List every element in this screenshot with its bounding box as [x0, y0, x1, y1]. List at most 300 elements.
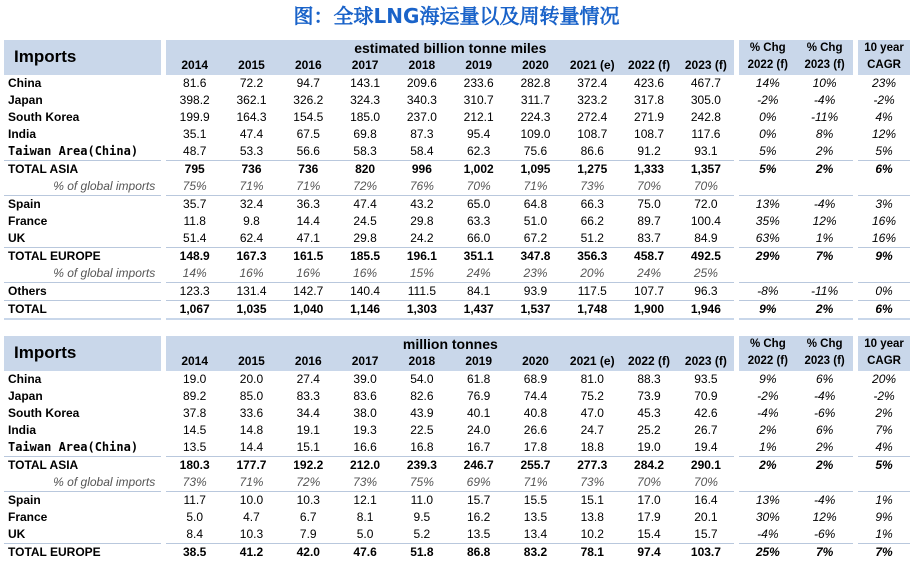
value-cell: 38.0 [353, 406, 377, 420]
value-cell: 83.3 [296, 389, 320, 403]
value-cell: 185.5 [337, 248, 394, 266]
value-cell: 242.8 [690, 110, 721, 124]
value-cell: 19.4 [694, 440, 718, 454]
value-cell: 24.2 [410, 231, 434, 245]
chg-2022-cell [739, 474, 796, 492]
value-cell: 143.1 [337, 74, 394, 92]
value-cell: 24.5 [353, 214, 377, 228]
value-cell: 185.0 [350, 110, 381, 124]
value-cell: 15.1 [296, 440, 320, 454]
header-row [4, 336, 910, 353]
value-cell: 10.3 [280, 492, 337, 510]
value-cell: 11.0 [393, 492, 450, 510]
table-row [4, 439, 910, 457]
value-cell: 51.4 [183, 231, 207, 245]
value-cell: 42.6 [694, 406, 718, 420]
year-header: 2023 (f) [677, 57, 734, 74]
pct-chg-header: % Chg [739, 40, 796, 57]
row-label: % of global imports [53, 179, 156, 193]
value-cell: 43.2 [393, 196, 450, 214]
value-cell: 140.4 [337, 283, 394, 301]
value-cell: 1,040 [280, 301, 337, 320]
value-cell: 23% [523, 266, 548, 280]
chg-2023-cell: 2% [796, 457, 853, 475]
chg-2022-cell: 63% [755, 231, 780, 245]
value-cell: 372.4 [564, 74, 621, 92]
row-label: France [8, 510, 48, 524]
value-cell: 398.2 [179, 93, 210, 107]
value-cell: 51.0 [523, 214, 548, 228]
value-cell: 310.7 [463, 93, 494, 107]
chg-2022-cell: 0% [759, 110, 777, 124]
value-cell: 62.4 [239, 231, 264, 245]
value-cell: 42.0 [280, 544, 337, 562]
cagr-cell: 5% [858, 457, 910, 475]
chg-2022-cell: 5% [739, 161, 796, 179]
unit-header: million tonnes [166, 336, 734, 353]
chg-2023-cell: 2% [815, 440, 834, 454]
value-cell: 15% [409, 266, 434, 280]
value-cell: 26.7 [694, 423, 718, 437]
cagr-cell: 9% [858, 248, 910, 266]
chg-2023-cell [796, 474, 853, 492]
value-cell: 255.7 [507, 457, 564, 475]
table-row [4, 457, 910, 475]
value-cell: 123.3 [166, 283, 223, 301]
value-cell: 26.6 [523, 423, 548, 437]
chg-2023-cell: -6% [813, 406, 836, 420]
value-cell: 69.8 [353, 127, 377, 141]
cagr-cell: 16% [872, 214, 897, 228]
chg-2022-cell: 14% [739, 74, 796, 92]
chg-2023-cell: 6% [796, 370, 853, 388]
value-cell: 91.2 [637, 144, 661, 158]
table-row [4, 161, 910, 179]
value-cell: 48.7 [183, 144, 207, 158]
value-cell: 96.3 [677, 283, 734, 301]
value-cell: 180.3 [166, 457, 223, 475]
cagr-header: CAGR [858, 353, 910, 370]
chg-2022-cell: 13% [739, 492, 796, 510]
cagr-cell: -2% [873, 389, 895, 403]
value-cell: 9.8 [243, 214, 260, 228]
chg-2022-cell [739, 178, 796, 196]
value-cell: 73% [580, 475, 605, 489]
value-cell: 45.3 [637, 406, 661, 420]
table-row [4, 388, 910, 405]
cagr-cell: 4% [875, 110, 893, 124]
value-cell: 311.7 [520, 93, 551, 107]
value-cell: 24.0 [466, 423, 491, 437]
cagr-header: 10 year [858, 40, 910, 57]
value-cell: 212.0 [337, 457, 394, 475]
chg-2023-cell: -11% [796, 283, 853, 301]
row-label: Others [4, 283, 161, 301]
year-header: 2016 [280, 353, 337, 370]
chg-2022-header: 2022 (f) [739, 353, 796, 370]
value-cell: 58.4 [410, 144, 434, 158]
unit-header: estimated billion tonne miles [166, 40, 734, 57]
cagr-cell: 6% [858, 301, 910, 320]
chg-2023-cell [796, 265, 853, 283]
chg-2022-cell: 5% [759, 144, 777, 158]
value-cell: 29.8 [410, 214, 434, 228]
value-cell: 72.2 [223, 74, 280, 92]
cagr-cell: -2% [873, 93, 895, 107]
pct-chg-header: % Chg [796, 336, 853, 353]
value-cell: 58.3 [353, 144, 377, 158]
value-cell: 13.5 [523, 510, 548, 524]
value-cell: 66.3 [564, 196, 621, 214]
chg-2022-cell: 29% [739, 248, 796, 266]
value-cell: 423.6 [621, 74, 678, 92]
value-cell: 67.5 [296, 127, 320, 141]
value-cell: 820 [337, 161, 394, 179]
value-cell: 199.9 [179, 110, 210, 124]
year-header: 2023 (f) [677, 353, 734, 370]
year-header: 2020 [507, 57, 564, 74]
value-cell: 81.6 [166, 74, 223, 92]
table-row [4, 143, 910, 161]
value-cell: 71% [523, 179, 548, 193]
value-cell: 87.3 [410, 127, 434, 141]
value-cell: 154.5 [293, 110, 324, 124]
value-cell: 109.0 [520, 127, 551, 141]
chg-2022-cell [739, 265, 796, 283]
chg-2022-cell: 2% [759, 423, 777, 437]
value-cell: 1,748 [564, 301, 621, 320]
cagr-cell [858, 178, 910, 196]
row-label: South Korea [8, 406, 80, 420]
value-cell: 356.3 [564, 248, 621, 266]
row-label: TOTAL EUROPE [4, 544, 161, 562]
row-label: South Korea [8, 110, 80, 124]
value-cell: 47.4 [239, 127, 264, 141]
table-row [4, 422, 910, 439]
value-cell: 10.2 [580, 527, 604, 541]
table-row [4, 492, 910, 510]
value-cell: 6.7 [299, 510, 317, 524]
value-cell: 13.5 [466, 527, 491, 541]
value-cell: 19.0 [166, 370, 223, 388]
value-cell: 86.6 [580, 144, 604, 158]
row-label: India [8, 127, 37, 141]
value-cell: 94.7 [280, 74, 337, 92]
value-cell: 72.0 [677, 196, 734, 214]
value-cell: 148.9 [166, 248, 223, 266]
value-cell: 10.0 [223, 492, 280, 510]
chg-2023-cell: -4% [813, 389, 836, 403]
value-cell: 17.0 [621, 492, 678, 510]
value-cell: 75.2 [580, 389, 604, 403]
cagr-cell: 7% [875, 423, 893, 437]
value-cell: 36.3 [280, 196, 337, 214]
value-cell: 324.3 [350, 93, 381, 107]
header-row [4, 40, 910, 57]
row-label: % of global imports [53, 266, 156, 280]
chg-2022-cell: -2% [757, 389, 779, 403]
value-cell: 75% [182, 179, 207, 193]
value-cell: 16.4 [677, 492, 734, 510]
chg-2023-cell: 2% [796, 301, 853, 320]
value-cell: 14.4 [239, 440, 264, 454]
cagr-cell: 3% [858, 196, 910, 214]
value-cell: 64.8 [507, 196, 564, 214]
value-cell: 84.9 [694, 231, 718, 245]
table-row [4, 178, 910, 196]
cagr-cell: 2% [875, 406, 893, 420]
value-cell: 305.0 [690, 93, 721, 107]
value-cell: 16.6 [353, 440, 377, 454]
table-row [4, 283, 910, 301]
year-header: 2018 [393, 353, 450, 370]
chg-2023-cell: -6% [813, 527, 836, 541]
year-header: 2017 [337, 353, 394, 370]
value-cell: 131.4 [223, 283, 280, 301]
value-cell: 76.9 [466, 389, 491, 403]
chg-2023-cell: 8% [815, 127, 834, 141]
value-cell: 20% [580, 266, 605, 280]
table-row [4, 213, 910, 230]
value-cell: 63.3 [467, 214, 491, 228]
cagr-cell [858, 474, 910, 492]
value-cell: 351.1 [450, 248, 507, 266]
cagr-cell: 1% [875, 527, 893, 541]
value-cell: 117.6 [691, 127, 721, 141]
value-cell: 22.5 [410, 423, 434, 437]
value-cell: 117.5 [564, 283, 621, 301]
value-cell: 284.2 [621, 457, 678, 475]
year-header: 2019 [450, 353, 507, 370]
year-header: 2019 [450, 57, 507, 74]
chg-2022-cell: 1% [759, 440, 777, 454]
value-cell: 11.8 [183, 214, 206, 228]
chg-2022-cell: 13% [739, 196, 796, 214]
row-label: Taiwan Area(China) [8, 440, 139, 454]
value-cell: 43.9 [410, 406, 434, 420]
value-cell: 16% [296, 266, 321, 280]
table-row [4, 544, 910, 562]
value-cell: 89.2 [183, 389, 207, 403]
row-label: TOTAL ASIA [4, 161, 161, 179]
value-cell: 67.2 [523, 231, 548, 245]
year-header: 2017 [337, 57, 394, 74]
value-cell: 4.7 [243, 510, 260, 524]
value-cell: 233.6 [450, 74, 507, 92]
value-cell: 1,303 [393, 301, 450, 320]
value-cell: 83.7 [637, 231, 661, 245]
table-row [4, 74, 910, 92]
value-cell: 14% [182, 266, 207, 280]
million-tonnes-table [4, 336, 910, 561]
value-cell: 53.3 [239, 144, 264, 158]
chg-2023-cell [796, 178, 853, 196]
year-header: 2021 (e) [564, 353, 621, 370]
value-cell: 13.5 [183, 440, 207, 454]
value-cell: 33.6 [239, 406, 264, 420]
value-cell: 277.3 [564, 457, 621, 475]
value-cell: 7.9 [299, 527, 317, 541]
year-header: 2015 [223, 353, 280, 370]
value-cell: 66.2 [580, 214, 604, 228]
value-cell: 24.7 [580, 423, 604, 437]
chg-2022-cell: -4% [757, 527, 779, 541]
value-cell: 70% [637, 179, 662, 193]
value-cell: 24% [637, 266, 662, 280]
value-cell: 65.0 [450, 196, 507, 214]
table-row [4, 92, 910, 109]
cagr-cell: 0% [858, 283, 910, 301]
value-cell: 20.0 [223, 370, 280, 388]
value-cell: 81.0 [564, 370, 621, 388]
value-cell: 196.1 [393, 248, 450, 266]
value-cell: 317.8 [634, 93, 665, 107]
value-cell: 25.2 [637, 423, 661, 437]
value-cell: 40.1 [466, 406, 491, 420]
value-cell: 70% [637, 475, 662, 489]
value-cell: 224.3 [520, 110, 551, 124]
imports-header: Imports [4, 336, 161, 370]
value-cell: 8.4 [186, 527, 204, 541]
row-label: India [8, 423, 37, 437]
value-cell: 62.3 [467, 144, 491, 158]
value-cell: 73% [580, 179, 605, 193]
cagr-header: CAGR [858, 57, 910, 74]
value-cell: 212.1 [463, 110, 494, 124]
row-label: China [4, 74, 161, 92]
imports-header: Imports [4, 40, 161, 74]
value-cell: 41.2 [223, 544, 280, 562]
value-cell: 107.7 [621, 283, 678, 301]
value-cell: 323.2 [577, 93, 608, 107]
value-cell: 458.7 [621, 248, 678, 266]
cagr-cell: 12% [872, 127, 897, 141]
row-label: France [8, 214, 48, 228]
value-cell: 15.4 [637, 527, 661, 541]
value-cell: 108.7 [577, 127, 608, 141]
value-cell: 24% [466, 266, 491, 280]
chg-2023-cell: 2% [796, 161, 853, 179]
value-cell: 164.3 [236, 110, 267, 124]
value-cell: 11.7 [166, 492, 223, 510]
value-cell: 14.8 [239, 423, 264, 437]
value-cell: 736 [223, 161, 280, 179]
value-cell: 85.0 [239, 389, 264, 403]
table-row [4, 109, 910, 126]
value-cell: 75.6 [523, 144, 548, 158]
year-header: 2018 [393, 57, 450, 74]
value-cell: 12.1 [337, 492, 394, 510]
value-cell: 1,537 [507, 301, 564, 320]
value-cell: 73.9 [637, 389, 661, 403]
value-cell: 72% [296, 475, 321, 489]
value-cell: 25% [693, 266, 718, 280]
chg-2023-cell: 7% [796, 544, 853, 562]
table-row [4, 301, 910, 320]
value-cell: 8.1 [356, 510, 374, 524]
value-cell: 54.0 [393, 370, 450, 388]
value-cell: 84.1 [450, 283, 507, 301]
chg-2023-cell: 2% [815, 144, 834, 158]
value-cell: 14.5 [183, 423, 207, 437]
cagr-cell: 5% [875, 144, 893, 158]
value-cell: 18.8 [580, 440, 604, 454]
value-cell: 75% [409, 475, 434, 489]
value-cell: 347.8 [507, 248, 564, 266]
cagr-cell: 16% [872, 231, 897, 245]
row-label: Japan [8, 93, 43, 107]
chg-2022-cell: -2% [757, 93, 779, 107]
value-cell: 239.3 [393, 457, 450, 475]
value-cell: 5.0 [186, 510, 204, 524]
value-cell: 13.8 [580, 510, 604, 524]
row-label: Taiwan Area(China) [8, 144, 139, 158]
value-cell: 16% [239, 266, 264, 280]
value-cell: 47.6 [337, 544, 394, 562]
year-header: 2014 [166, 57, 223, 74]
cagr-header: 10 year [858, 336, 910, 353]
tonne-miles-table [4, 40, 910, 320]
table-row [4, 126, 910, 143]
value-cell: 71% [239, 475, 264, 489]
chg-2023-cell: 10% [796, 74, 853, 92]
value-cell: 39.0 [337, 370, 394, 388]
value-cell: 492.5 [677, 248, 734, 266]
chg-2022-cell: -8% [739, 283, 796, 301]
value-cell: 17.9 [637, 510, 661, 524]
value-cell: 795 [166, 161, 223, 179]
value-cell: 71% [523, 475, 548, 489]
chg-2023-cell: -11% [811, 110, 839, 124]
value-cell: 340.3 [406, 93, 437, 107]
value-cell: 19.0 [637, 440, 661, 454]
value-cell: 73% [353, 475, 378, 489]
value-cell: 73% [182, 475, 207, 489]
year-header: 2014 [166, 353, 223, 370]
value-cell: 1,275 [564, 161, 621, 179]
chg-2022-cell: 9% [739, 370, 796, 388]
value-cell: 142.7 [280, 283, 337, 301]
value-cell: 290.1 [677, 457, 734, 475]
value-cell: 69% [466, 475, 491, 489]
value-cell: 467.7 [677, 74, 734, 92]
value-cell: 192.2 [280, 457, 337, 475]
value-cell: 40.8 [523, 406, 548, 420]
value-cell: 32.4 [223, 196, 280, 214]
value-cell: 209.6 [393, 74, 450, 92]
pct-chg-header: % Chg [796, 40, 853, 57]
value-cell: 15.1 [564, 492, 621, 510]
row-label: Spain [4, 492, 161, 510]
value-cell: 88.3 [621, 370, 678, 388]
year-header: 2015 [223, 57, 280, 74]
value-cell: 89.7 [637, 214, 661, 228]
value-cell: 20.1 [694, 510, 718, 524]
chg-2023-cell: -4% [796, 196, 853, 214]
row-label: Japan [8, 389, 43, 403]
chg-2022-header: 2022 (f) [739, 57, 796, 74]
value-cell: 29.8 [353, 231, 377, 245]
value-cell: 177.7 [223, 457, 280, 475]
row-label: UK [8, 231, 26, 245]
value-cell: 10.3 [239, 527, 264, 541]
table-row [4, 405, 910, 422]
value-cell: 16.8 [410, 440, 434, 454]
value-cell: 47.0 [580, 406, 604, 420]
value-cell: 19.1 [296, 423, 320, 437]
cagr-cell: 9% [875, 510, 893, 524]
value-cell: 93.1 [694, 144, 718, 158]
